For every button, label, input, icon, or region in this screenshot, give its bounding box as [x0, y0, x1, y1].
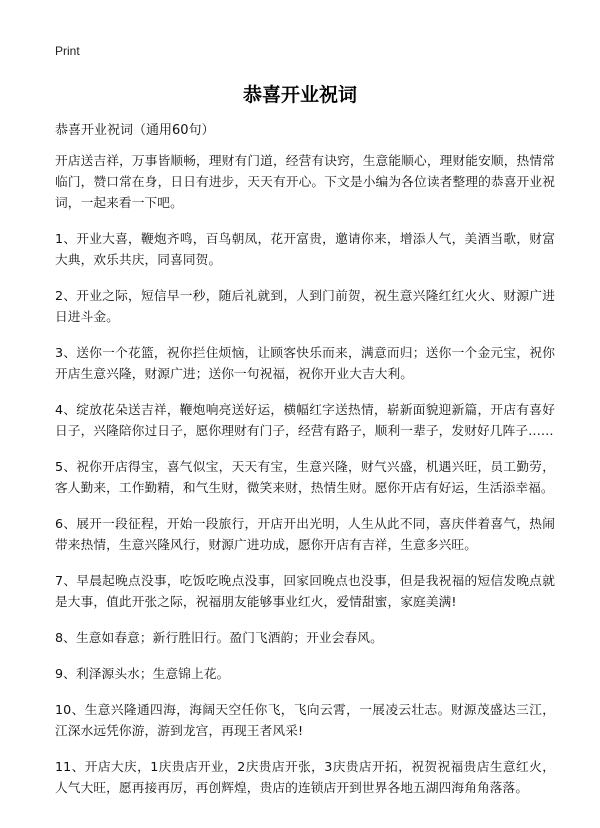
- blessing-item-1: 1、开业大喜，鞭炮齐鸣，百鸟朝凤，花开富贵，邀请你来，增添人气，美酒当歌，财富大典，欢乐共庆，同喜同贺。: [55, 231, 555, 267]
- blessing-item-2: 2、开业之际，短信早一秒，随后礼就到，人到门前贺，祝生意兴隆红红火火、财源广进日进斗金。: [55, 288, 555, 324]
- blessing-item-6: 6、展开一段征程，开始一段旅行，开店开出光明，人生从此不同，喜庆伴着喜气，热闹带来热情，生意兴隆风行，财源广进功成，愿你开店有吉祥，生意多兴旺。: [55, 516, 555, 552]
- document-subtitle: 恭喜开业祝词（通用60句）: [55, 123, 215, 138]
- blessing-item-9: 9、利泽源头水；生意锦上花。: [55, 666, 230, 681]
- blessing-item-10: 10、生意兴隆通四海，海阔天空任你飞，飞向云霄，一展凌云壮志。财源茂盛达三江，江深水远凭你游，游到龙宫，再现王者风采!: [55, 702, 555, 738]
- print-label: Print: [55, 44, 80, 58]
- blessing-item-7: 7、早晨起晚点没事，吃饭吃晚点没事，回家回晚点也没事，但是我祝福的短信发晚点就是大事，值此开张之际，祝福朋友能够事业红火，爱情甜蜜，家庭美满!: [55, 573, 555, 609]
- blessing-item-8: 8、生意如春意；新行胜旧行。盈门飞酒韵；开业会春风。: [55, 630, 383, 645]
- page-title: 恭喜开业祝词: [242, 84, 357, 106]
- blessing-item-5: 5、祝你开店得宝，喜气似宝，天天有宝，生意兴隆，财气兴盛，机遇兴旺，员工勤劳，客人勤来，工作勤精，和气生财，微笑来财，热情生财。愿你开店有好运，生活添幸福。: [55, 459, 555, 495]
- document-body: [55, 150, 555, 813]
- blessing-item-3: 3、送你一个花篮，祝你拦住烦恼，让顾客快乐而来，满意而归；送你一个金元宝，祝你开店生意兴隆，财源广进；送你一句祝福，祝你开业大吉大利。: [55, 345, 555, 381]
- blessing-item-4: 4、绽放花朵送吉祥，鞭炮响亮送好运，横幅红字送热情，崭新面貌迎新篇，开店有喜好日子，兴隆陪你过日子，愿你理财有门子，经营有路子，顺利一辈子，发财好几阵子……: [55, 402, 555, 438]
- blessing-item-11: 11、开店大庆，1庆贵店开业，2庆贵店开张，3庆贵店开拓，祝贺祝福贵店生意红火，人气大旺，愿再接再厉，再创辉煌，贵店的连锁店开到世界各地五湖四海角角落落。: [55, 759, 555, 795]
- intro-paragraph: 开店送吉祥，万事皆顺畅，理财有门道，经营有诀窍，生意能顺心，理财能安顺，热情常临门，赞口常在身，日日有进步，天天有开心。下文是小编为各位读者整理的恭喜开业祝词，一起来看一下吧。: [55, 153, 555, 210]
